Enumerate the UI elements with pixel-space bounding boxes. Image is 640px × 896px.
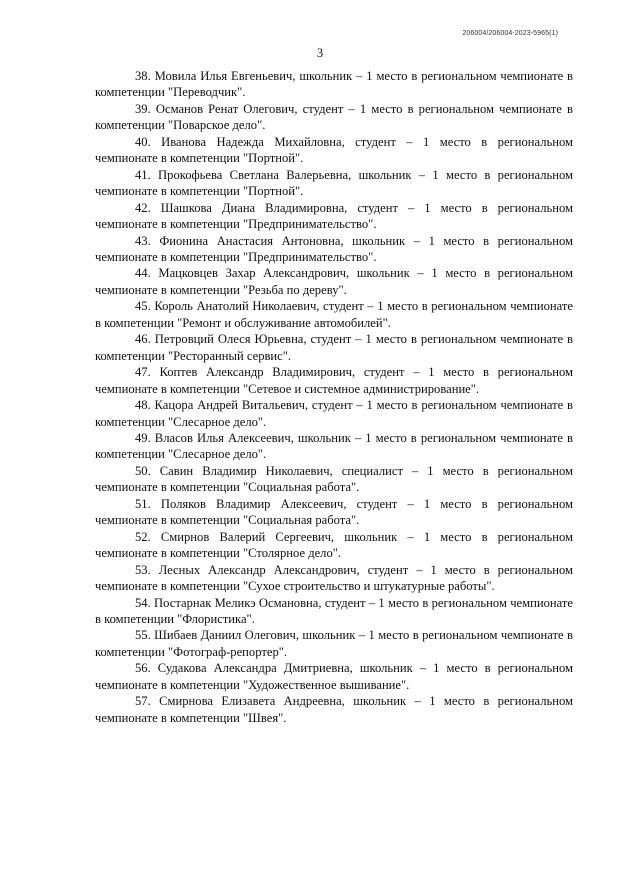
list-item: 38. Мовила Илья Евгеньевич, школьник – 1 место в региональном чемпионате в компетенции "Переводчик". bbox=[95, 69, 573, 100]
page-number: 3 bbox=[316, 46, 324, 60]
list-item: 39. Османов Ренат Олегович, студент – 1 место в региональном чемпионате в компетенции "Поварское дело". bbox=[95, 101, 573, 133]
list-item: 51. Поляков Владимир Алексеевич, студент – 1 место в региональном чемпионате в компетенции "Социальная работа". bbox=[95, 496, 573, 528]
award-list bbox=[95, 68, 573, 726]
list-item: 57. Смирнова Елизавета Андреевна, школьник – 1 место в региональном чемпионате в компетенции "Швея". bbox=[95, 694, 573, 725]
list-item: 42. Шашкова Диана Владимировна, студент – 1 место в региональном чемпионате в компетенции "Предпринимательство". bbox=[95, 200, 573, 232]
list-item: 44. Мацковцев Захар Александрович, школьник – 1 место в региональном чемпионате в компетенции "Резьба по дереву". bbox=[95, 266, 573, 297]
list-item: 53. Лесных Александр Александрович, студент – 1 место в региональном чемпионате в компетенции "Сухое строительство и штукатурные работы". bbox=[95, 562, 573, 594]
list-item: 46. Петровций Олеся Юрьевна, студент – 1 место в региональном чемпионате в компетенции "Ресторанный сервис". bbox=[95, 332, 573, 363]
list-item: 40. Иванова Надежда Михайловна, студент – 1 место в региональном чемпионате в компетенции "Портной". bbox=[95, 134, 573, 166]
list-item: 43. Фионина Анастасия Антоновна, школьник – 1 место в региональном чемпионате в компетенции "Предпринимательство". bbox=[95, 233, 573, 264]
list-item: 52. Смирнов Валерий Сергеевич, школьник – 1 место в региональном чемпионате в компетенции "Столярное дело". bbox=[95, 529, 573, 561]
list-item: 50. Савин Владимир Николаевич, специалист – 1 место в региональном чемпионате в компетенции "Социальная работа". bbox=[95, 463, 573, 495]
list-item: 55. Шибаев Даниил Олегович, школьник – 1 место в региональном чемпионате в компетенции "Фотограф-репортер". bbox=[95, 628, 573, 659]
list-item: 56. Судакова Александра Дмитриевна, школьник – 1 место в региональном чемпионате в компетенции "Художественное вышивание". bbox=[95, 661, 573, 692]
list-item: 41. Прокофьева Светлана Валерьевна, школьник – 1 место в региональном чемпионате в компетенции "Портной". bbox=[95, 167, 573, 199]
list-item: 54. Постарнак Меликэ Османовна, студент – 1 место в региональном чемпионате в компетенции "Флористика". bbox=[95, 595, 573, 626]
document-id: 206004/206004-2023-5965(1) bbox=[462, 30, 558, 37]
list-item: 48. Кацора Андрей Витальевич, студент – 1 место в региональном чемпионате в компетенции "Слесарное дело". bbox=[95, 398, 573, 429]
list-item: 49. Власов Илья Алексеевич, школьник – 1 место в региональном чемпионате в компетенции "Слесарное дело". bbox=[95, 430, 573, 462]
list-item: 45. Король Анатолий Николаевич, студент – 1 место в региональном чемпионате в компетенции "Ремонт и обслуживание автомобилей". bbox=[95, 299, 573, 330]
list-item: 47. Коптев Александр Владимирович, студент – 1 место в региональном чемпионате в компетенции "Сетевое и системное администрирование". bbox=[95, 365, 573, 396]
